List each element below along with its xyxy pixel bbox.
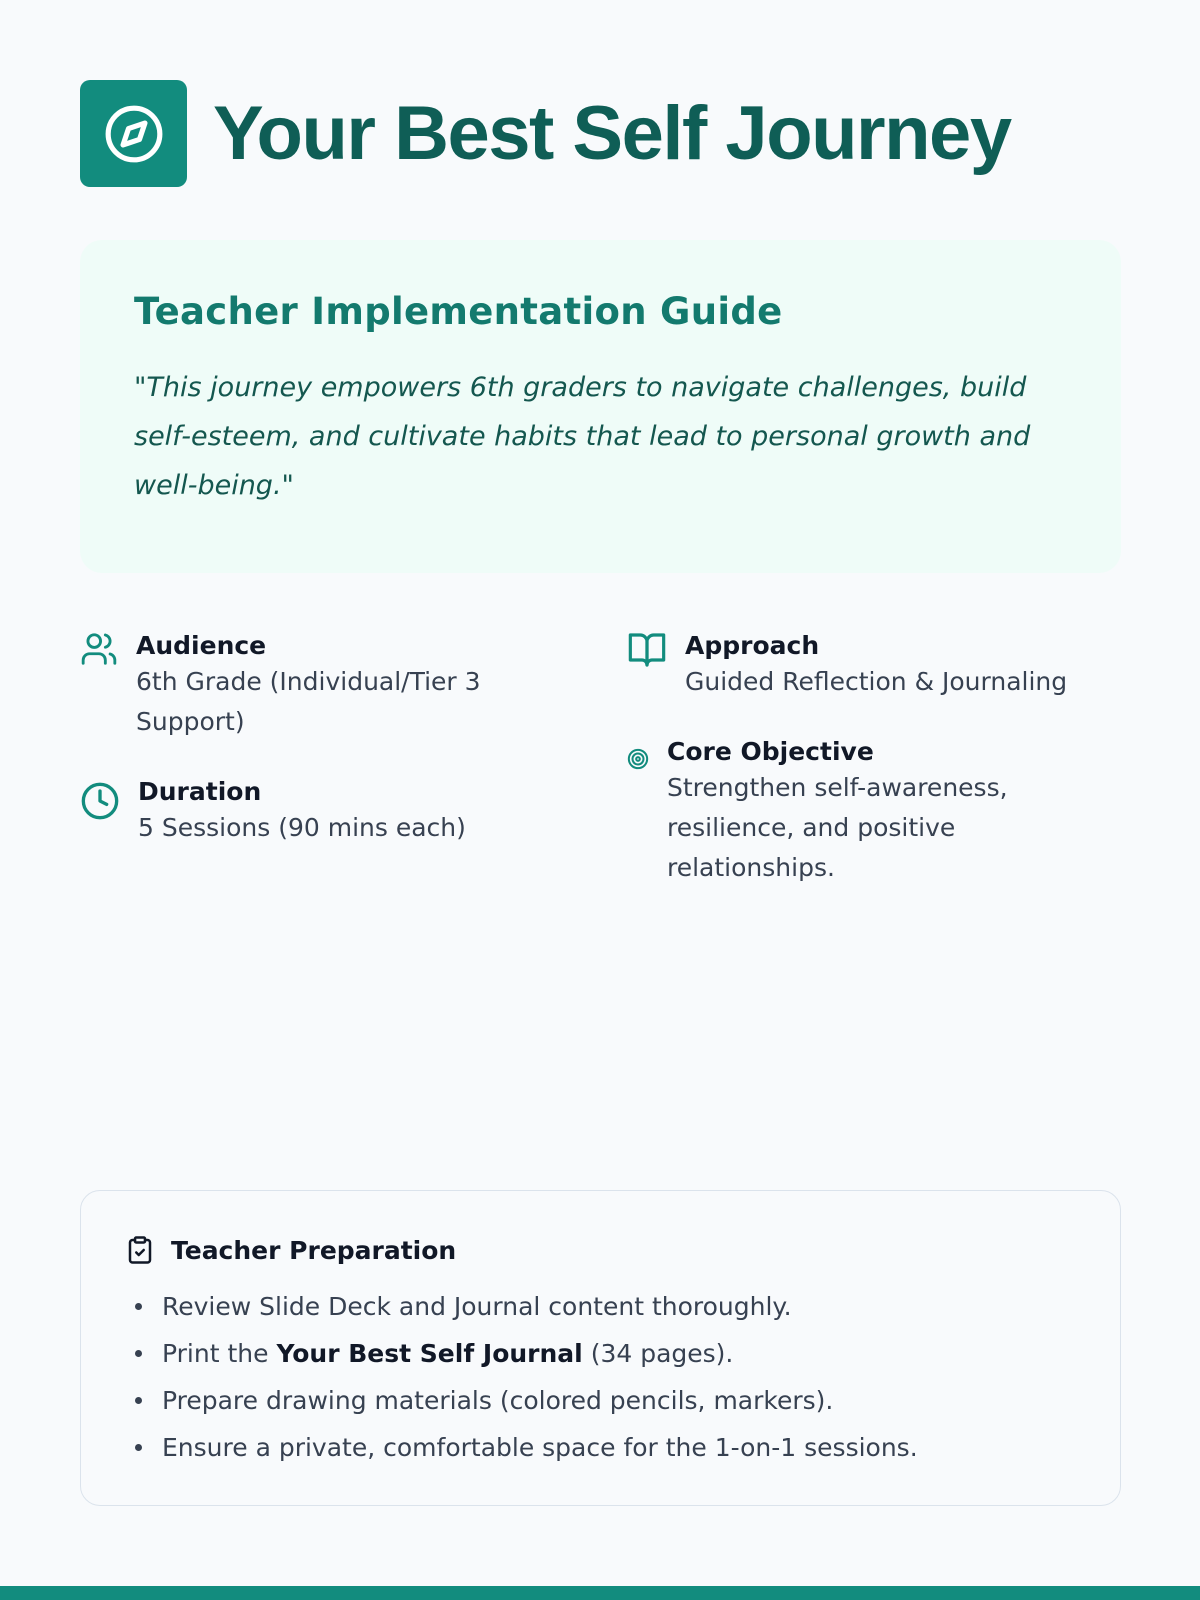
info-audience	[80, 630, 516, 742]
preparation-item-suffix: (34 pages).	[582, 1339, 734, 1368]
preparation-item-text: Ensure a private, comfortable space for the 1-on-1 sessions.	[162, 1433, 918, 1462]
target-icon	[627, 748, 649, 770]
list-item	[125, 1330, 1080, 1377]
list-item	[125, 1424, 1080, 1471]
preparation-card	[80, 1190, 1121, 1506]
logo	[80, 80, 187, 187]
page-title: Your Best Self Journey	[213, 91, 1011, 176]
journal-name: Your Best Self Journal	[276, 1339, 583, 1368]
list-item	[125, 1283, 1080, 1330]
intro-quote: "This journey empowers 6th graders to navigate challenges, build self-esteem, and cultivate habits that lead to personal growth and well-being."	[134, 372, 1031, 501]
open-book-icon	[627, 630, 667, 670]
duration-label: Duration	[138, 777, 262, 806]
preparation-item-text: Prepare drawing materials (colored pencils, markers).	[162, 1386, 834, 1415]
header	[80, 80, 1011, 187]
objective-value: Strengthen self-awareness, resilience, and positive relationships.	[667, 773, 1008, 882]
intro-card	[80, 240, 1121, 573]
compass-icon	[103, 103, 165, 165]
info-duration	[80, 776, 466, 848]
duration-value: 5 Sessions (90 mins each)	[138, 813, 466, 842]
approach-label: Approach	[685, 631, 820, 660]
approach-value: Guided Reflection & Journaling	[685, 667, 1068, 696]
objective-label: Core Objective	[667, 737, 874, 766]
info-approach	[627, 630, 1067, 702]
preparation-item-text: Review Slide Deck and Journal content thoroughly.	[162, 1292, 792, 1321]
footer-accent-bar	[0, 1586, 1200, 1600]
clipboard-check-icon	[125, 1235, 155, 1265]
preparation-title: Teacher Preparation	[171, 1235, 457, 1265]
audience-label: Audience	[136, 631, 267, 660]
preparation-header	[125, 1235, 1080, 1265]
clock-icon	[80, 781, 120, 821]
list-item	[125, 1377, 1080, 1424]
intro-title: Teacher Implementation Guide	[134, 290, 783, 333]
users-icon	[80, 630, 118, 668]
audience-value: 6th Grade (Individual/Tier 3 Support)	[136, 667, 481, 736]
preparation-list	[125, 1283, 1080, 1471]
preparation-item-prefix: Print the	[162, 1339, 277, 1368]
info-objective	[627, 736, 1047, 888]
